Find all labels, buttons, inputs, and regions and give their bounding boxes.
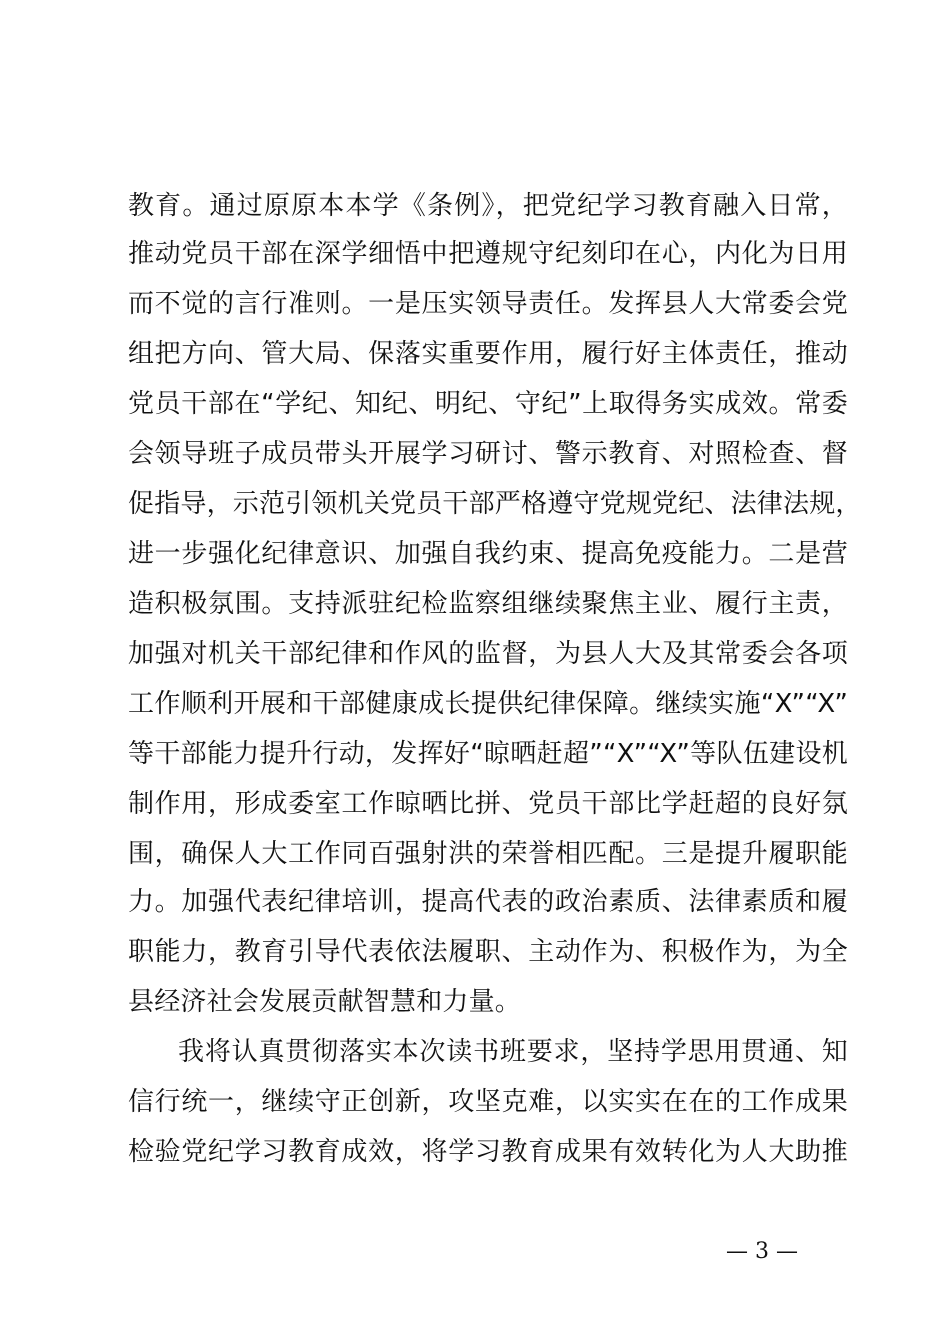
text-line: 组把方向、管大局、保落实重要作用，履行好主体责任，推动 — [128, 339, 848, 369]
text-line: 制作用，形成委室工作晾晒比拼、党员干部比学赶超的良好氛 — [128, 789, 848, 819]
text-line: 进一步强化纪律意识、加强自我约束、提高免疫能力。二是营 — [128, 539, 848, 569]
text-line: 信行统一，继续守正创新，攻坚克难，以实实在在的工作成果 — [128, 1087, 848, 1117]
text-line: 教育。通过原原本本学《条例》，把党纪学习教育融入日常， — [128, 191, 848, 221]
text-line: 工作顺利开展和干部健康成长提供纪律保障。继续实施“X”“X” — [128, 689, 848, 719]
text-line: 检验党纪学习教育成效，将学习教育成果有效转化为人大助推 — [128, 1137, 848, 1167]
text-line: 促指导，示范引领机关党员干部严格遵守党规党纪、法律法规， — [128, 489, 862, 519]
text-line: 造积极氛围。支持派驻纪检监察组继续聚焦主业、履行主责， — [128, 589, 848, 619]
text-line: 党员干部在“学纪、知纪、明纪、守纪”上取得务实成效。常委 — [128, 389, 848, 419]
text-line: 等干部能力提升行动，发挥好“晾晒赶超”“X”“X”等队伍建设机 — [128, 739, 848, 769]
text-line: 县经济社会发展贡献智慧和力量。 — [128, 987, 522, 1017]
paragraph-first-line: 我将认真贯彻落实本次读书班要求，坚持学思用贯通、知 — [178, 1037, 848, 1067]
text-line: 职能力，教育引导代表依法履职、主动作为、积极作为，为全 — [128, 937, 848, 967]
text-line: 而不觉的言行准则。一是压实领导责任。发挥县人大常委会党 — [128, 289, 848, 319]
text-line: 力。加强代表纪律培训，提高代表的政治素质、法律素质和履 — [128, 887, 848, 917]
text-line: 会领导班子成员带头开展学习研讨、警示教育、对照检查、督 — [128, 439, 848, 469]
text-line: 推动党员干部在深学细悟中把遵规守纪刻印在心，内化为日用 — [128, 239, 848, 269]
text-line: 围，确保人大工作同百强射洪的荣誉相匹配。三是提升履职能 — [128, 839, 848, 869]
text-line: 加强对机关干部纪律和作风的监督，为县人大及其常委会各项 — [128, 639, 848, 669]
page-number: — 3 — — [726, 1239, 798, 1264]
